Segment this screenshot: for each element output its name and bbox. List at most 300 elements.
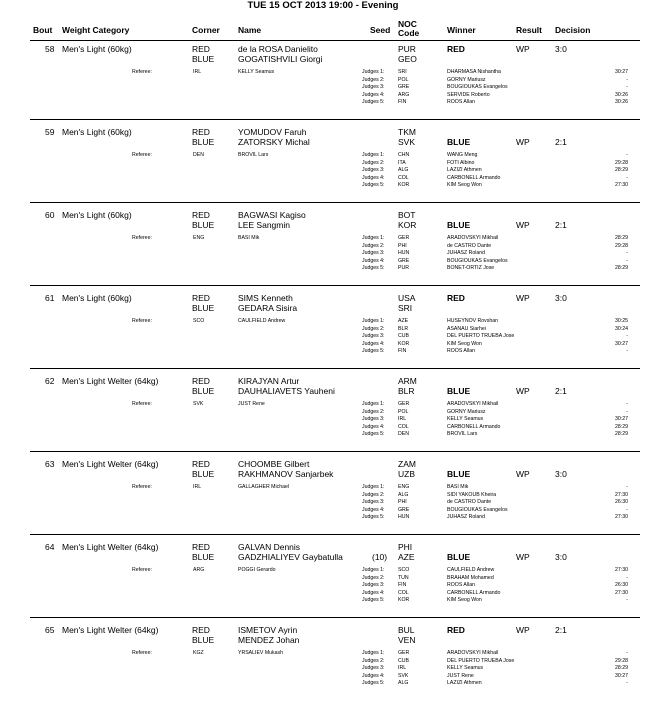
winner: RED bbox=[447, 293, 465, 303]
referee-label: Referee: bbox=[132, 484, 152, 490]
red-name: KIRAJYAN Artur bbox=[238, 376, 300, 386]
col-noc: NOC Code bbox=[398, 19, 420, 38]
judge-score: - bbox=[626, 76, 628, 83]
blue-name: ZATORSKY Michal bbox=[238, 137, 310, 147]
red-noc: ARM bbox=[398, 376, 417, 386]
judge-noc: COL bbox=[398, 174, 409, 181]
red-name: ISMETOV Ayrin bbox=[238, 625, 298, 635]
col-winner: Winner bbox=[447, 25, 476, 35]
red-name: CHOOMBE Gilbert bbox=[238, 459, 310, 469]
weight-category: Men's Light Welter (64kg) bbox=[62, 376, 159, 386]
judge-number: Judges 2: bbox=[362, 574, 385, 581]
judge-name: JUST Rene bbox=[447, 672, 474, 679]
judge-score: - bbox=[626, 174, 628, 181]
referee-noc: SVK bbox=[193, 401, 204, 407]
judge-name: SIDI YAKOUB Kheira bbox=[447, 491, 497, 498]
judge-number: Judges 3: bbox=[362, 665, 385, 671]
judge-name: KELLY Seamus bbox=[447, 416, 484, 422]
judge-score: - bbox=[626, 250, 628, 256]
blue-noc: BLR bbox=[398, 386, 415, 396]
judge-name: ARADOVSKYI Mikhail bbox=[447, 650, 499, 656]
judge-number: Judges 5: bbox=[362, 431, 385, 437]
referee-name: POGGI Gerardo bbox=[238, 567, 276, 573]
referee-label: Referee: bbox=[132, 152, 152, 158]
judge-number: Judges 4: bbox=[362, 423, 385, 430]
judge-noc: GRE bbox=[398, 84, 410, 90]
judge-name: BASI Mik bbox=[447, 484, 469, 490]
corner-red: RED bbox=[192, 542, 210, 552]
red-noc: TKM bbox=[398, 127, 416, 137]
judge-score: 26:30 bbox=[615, 582, 628, 588]
judge-name: BONET-ORTIZ Jose bbox=[447, 265, 495, 271]
judge-number: Judges 4: bbox=[362, 506, 385, 513]
red-noc: BOT bbox=[398, 210, 416, 220]
judge-score: 29:28 bbox=[615, 159, 628, 166]
referee-name: JUST Rene bbox=[238, 401, 265, 407]
judge-number: Judges 4: bbox=[362, 174, 385, 181]
blue-noc: UZB bbox=[398, 469, 415, 479]
referee-label: Referee: bbox=[132, 650, 152, 656]
judge-name: BROVIL Lars bbox=[447, 431, 478, 437]
bout-block bbox=[0, 127, 646, 210]
judge-noc: GER bbox=[398, 235, 410, 241]
judge-number: Judges 5: bbox=[362, 182, 385, 188]
weight-category: Men's Light Welter (64kg) bbox=[62, 542, 159, 552]
bout-separator bbox=[30, 368, 640, 369]
blue-name: MENDEZ Johan bbox=[238, 635, 300, 645]
corner-red: RED bbox=[192, 44, 210, 54]
col-decision: Decision bbox=[555, 25, 591, 35]
judge-name: DEL PUERTO TRUEBA Jose bbox=[447, 333, 515, 339]
judge-noc: ITA bbox=[398, 159, 406, 166]
decision: 3:0 bbox=[555, 293, 567, 303]
decision: 3:0 bbox=[555, 552, 567, 562]
bout-block bbox=[0, 293, 646, 376]
weight-category: Men's Light (60kg) bbox=[62, 293, 132, 303]
judge-noc: CUB bbox=[398, 657, 409, 664]
red-name: SIMS Kenneth bbox=[238, 293, 293, 303]
winner: RED bbox=[447, 44, 465, 54]
judge-score: 27:30 bbox=[615, 182, 628, 188]
judge-number: Judges 4: bbox=[362, 257, 385, 264]
col-seed: Seed bbox=[370, 25, 391, 35]
referee-noc: IRL bbox=[193, 69, 202, 75]
judge-number: Judges 5: bbox=[362, 514, 385, 520]
judge-number: Judges 5: bbox=[362, 99, 385, 105]
bout-number: 58 bbox=[45, 44, 55, 54]
col-bout: Bout bbox=[33, 25, 53, 35]
bout-separator bbox=[30, 285, 640, 286]
judge-noc: COL bbox=[398, 423, 409, 430]
winner: BLUE bbox=[447, 220, 471, 230]
red-name: YOMUDOV Faruh bbox=[238, 127, 307, 137]
referee-name: KELLY Seamus bbox=[238, 69, 275, 75]
judge-number: Judges 1: bbox=[362, 235, 385, 241]
referee-noc: IRL bbox=[193, 484, 202, 490]
judge-noc: IRL bbox=[398, 665, 407, 671]
judge-name: GORNY Mariusz bbox=[447, 76, 486, 83]
bout-separator bbox=[30, 617, 640, 618]
judge-noc: BLR bbox=[398, 325, 409, 332]
judge-score: 26:30 bbox=[615, 499, 628, 505]
bout-block bbox=[0, 459, 646, 542]
corner-red: RED bbox=[192, 459, 210, 469]
judge-noc: ARG bbox=[398, 91, 410, 98]
judge-name: ROOS Allan bbox=[447, 99, 475, 105]
referee-name: YRSALIEV Mukash bbox=[238, 650, 283, 656]
referee-name: GALLAGHER Michael bbox=[238, 484, 290, 490]
referee-label: Referee: bbox=[132, 567, 152, 573]
decision: 2:1 bbox=[555, 625, 567, 635]
judge-name: LAZIZI Athmen bbox=[447, 680, 482, 686]
judge-number: Judges 2: bbox=[362, 325, 385, 332]
bout-separator bbox=[30, 451, 640, 452]
judge-name: CARBONELL Armando bbox=[447, 174, 501, 181]
judge-noc: SCO bbox=[398, 567, 410, 573]
judge-score: - bbox=[626, 333, 628, 339]
winner: RED bbox=[447, 625, 465, 635]
blue-name: GEDARA Sisira bbox=[238, 303, 298, 313]
judge-name: BOUGIOUKAS Evangelos bbox=[447, 506, 508, 513]
judge-noc: POL bbox=[398, 76, 409, 83]
decision: 3:0 bbox=[555, 469, 567, 479]
blue-noc: GEO bbox=[398, 54, 417, 64]
result: WP bbox=[516, 625, 530, 635]
corner-blue: BLUE bbox=[192, 552, 215, 562]
judge-name: DEL PUERTO TRUEBA Jose bbox=[447, 657, 515, 664]
judge-name: ASANAU Siarhei bbox=[447, 325, 486, 332]
judge-noc: ALG bbox=[398, 680, 409, 686]
judge-noc: COL bbox=[398, 589, 409, 596]
judge-number: Judges 5: bbox=[362, 348, 385, 354]
blue-noc: SVK bbox=[398, 137, 416, 147]
judge-score: - bbox=[626, 574, 628, 581]
judge-noc: PHI bbox=[398, 242, 407, 249]
red-noc: ZAM bbox=[398, 459, 416, 469]
weight-category: Men's Light (60kg) bbox=[62, 44, 132, 54]
blue-name: GADZHIALIYEV Gaybatulla bbox=[238, 552, 343, 562]
judge-score: 27:30 bbox=[615, 589, 628, 596]
judge-score: 30:27 bbox=[615, 69, 628, 75]
judge-score: - bbox=[626, 257, 628, 264]
judge-number: Judges 1: bbox=[362, 318, 385, 324]
judge-score: 28:29 bbox=[615, 431, 628, 437]
judge-number: Judges 2: bbox=[362, 76, 385, 83]
judge-score: - bbox=[626, 84, 628, 90]
judge-name: KELLY Seamus bbox=[447, 665, 484, 671]
corner-blue: BLUE bbox=[192, 386, 215, 396]
judge-name: de CASTRO Dante bbox=[447, 499, 492, 505]
decision: 2:1 bbox=[555, 386, 567, 396]
blue-name: LEE Sangmin bbox=[238, 220, 290, 230]
judge-score: 30:26 bbox=[615, 91, 628, 98]
judge-number: Judges 3: bbox=[362, 167, 385, 173]
bout-separator bbox=[30, 119, 640, 120]
judge-noc: ENG bbox=[398, 484, 410, 490]
referee-label: Referee: bbox=[132, 318, 152, 324]
judge-name: DHARMASA Nishantha bbox=[447, 69, 501, 75]
corner-blue: BLUE bbox=[192, 220, 215, 230]
decision: 2:1 bbox=[555, 137, 567, 147]
judge-name: KIM Seog Won bbox=[447, 182, 482, 188]
judge-name: WANG Meng bbox=[447, 152, 478, 158]
judge-name: CARBONELL Armando bbox=[447, 423, 501, 430]
decision: 2:1 bbox=[555, 220, 567, 230]
header-rule bbox=[30, 40, 640, 41]
bout-block bbox=[0, 625, 646, 708]
corner-blue: BLUE bbox=[192, 635, 215, 645]
judge-number: Judges 3: bbox=[362, 582, 385, 588]
judge-noc: FIN bbox=[398, 582, 407, 588]
judge-name: KIM Seog Won bbox=[447, 340, 482, 347]
winner: BLUE bbox=[447, 469, 471, 479]
corner-red: RED bbox=[192, 625, 210, 635]
judge-name: ROOS Allan bbox=[447, 582, 475, 588]
judge-number: Judges 1: bbox=[362, 484, 385, 490]
judge-score: - bbox=[626, 597, 628, 603]
corner-blue: BLUE bbox=[192, 303, 215, 313]
decision: 3:0 bbox=[555, 44, 567, 54]
judge-name: FOTI Albino bbox=[447, 159, 475, 166]
col-name: Name bbox=[238, 25, 262, 35]
bout-number: 65 bbox=[45, 625, 55, 635]
referee-label: Referee: bbox=[132, 401, 152, 407]
bout-block bbox=[0, 210, 646, 293]
bout-number: 62 bbox=[45, 376, 55, 386]
result: WP bbox=[516, 552, 530, 562]
judge-name: ARADOVSKYI Mikhail bbox=[447, 401, 499, 407]
judge-score: 28:29 bbox=[615, 235, 628, 241]
judge-score: 30:25 bbox=[615, 318, 628, 324]
referee-noc: ARG bbox=[193, 567, 205, 573]
blue-name: GOGATISHVILI Giorgi bbox=[238, 54, 323, 64]
judge-name: CAULFIELD Andrew bbox=[447, 567, 495, 573]
judge-number: Judges 1: bbox=[362, 650, 385, 656]
referee-noc: DEN bbox=[193, 152, 204, 158]
bout-number: 61 bbox=[45, 293, 55, 303]
bout-block bbox=[0, 376, 646, 459]
referee-label: Referee: bbox=[132, 235, 152, 241]
judge-number: Judges 2: bbox=[362, 657, 385, 664]
red-name: BAGWASI Kagiso bbox=[238, 210, 306, 220]
judge-score: 28:29 bbox=[615, 167, 628, 173]
judge-number: Judges 4: bbox=[362, 672, 385, 679]
result: WP bbox=[516, 137, 530, 147]
judge-noc: GER bbox=[398, 650, 410, 656]
judge-number: Judges 3: bbox=[362, 416, 385, 422]
bout-number: 64 bbox=[45, 542, 55, 552]
judge-score: - bbox=[626, 408, 628, 415]
result: WP bbox=[516, 220, 530, 230]
judge-score: 30:26 bbox=[615, 99, 628, 105]
judge-name: JUHASZ Roland bbox=[447, 250, 486, 256]
bout-number: 63 bbox=[45, 459, 55, 469]
judge-number: Judges 3: bbox=[362, 499, 385, 505]
table-header bbox=[0, 20, 646, 42]
judge-score: 29:28 bbox=[615, 242, 628, 249]
judge-score: 28:29 bbox=[615, 665, 628, 671]
red-noc: PHI bbox=[398, 542, 413, 552]
judge-noc: AZE bbox=[398, 318, 409, 324]
judge-score: - bbox=[626, 348, 628, 354]
judge-name: BRAHAM Mohamed bbox=[447, 574, 494, 581]
seed: (10) bbox=[372, 552, 388, 562]
referee-name: BROVIL Lars bbox=[238, 152, 269, 158]
judge-name: BOUGIOUKAS Evangelos bbox=[447, 84, 508, 90]
corner-red: RED bbox=[192, 210, 210, 220]
judge-noc: FIN bbox=[398, 348, 407, 354]
judge-score: 30:27 bbox=[615, 672, 628, 679]
corner-blue: BLUE bbox=[192, 54, 215, 64]
judge-number: Judges 3: bbox=[362, 84, 385, 90]
judge-noc: PUR bbox=[398, 265, 409, 271]
judge-score: - bbox=[626, 401, 628, 407]
result: WP bbox=[516, 44, 530, 54]
judge-number: Judges 3: bbox=[362, 250, 385, 256]
corner-red: RED bbox=[192, 376, 210, 386]
bout-separator bbox=[30, 202, 640, 203]
red-noc: BUL bbox=[398, 625, 415, 635]
judge-noc: IRL bbox=[398, 416, 407, 422]
blue-noc: AZE bbox=[398, 552, 415, 562]
judge-number: Judges 1: bbox=[362, 69, 385, 75]
judge-noc: HUN bbox=[398, 514, 410, 520]
judge-number: Judges 3: bbox=[362, 333, 385, 339]
judge-noc: ALG bbox=[398, 491, 409, 498]
corner-red: RED bbox=[192, 127, 210, 137]
judge-name: GORNY Mariusz bbox=[447, 408, 486, 415]
col-weight: Weight Category bbox=[62, 25, 130, 35]
judge-score: - bbox=[626, 506, 628, 513]
judge-number: Judges 4: bbox=[362, 340, 385, 347]
judge-noc: CUB bbox=[398, 333, 409, 339]
judge-number: Judges 2: bbox=[362, 242, 385, 249]
judge-name: HUSEYNOV Rovshan bbox=[447, 318, 499, 324]
judge-noc: KOR bbox=[398, 182, 410, 188]
corner-red: RED bbox=[192, 293, 210, 303]
judge-number: Judges 1: bbox=[362, 152, 385, 158]
judge-noc: PHI bbox=[398, 499, 407, 505]
weight-category: Men's Light Welter (64kg) bbox=[62, 459, 159, 469]
blue-name: DAUHALIAVETS Yauheni bbox=[238, 386, 335, 396]
judge-noc: TUN bbox=[398, 574, 409, 581]
bout-block bbox=[0, 44, 646, 127]
judge-score: 29:28 bbox=[615, 657, 628, 664]
judge-score: - bbox=[626, 484, 628, 490]
referee-label: Referee: bbox=[132, 69, 152, 75]
judge-name: JUHASZ Roland bbox=[447, 514, 486, 520]
referee-noc: SCO bbox=[193, 318, 205, 324]
page-title: TUE 15 OCT 2013 19:00 - Evening bbox=[247, 0, 399, 11]
judge-number: Judges 2: bbox=[362, 408, 385, 415]
bout-number: 60 bbox=[45, 210, 55, 220]
judge-number: Judges 5: bbox=[362, 265, 385, 271]
blue-noc: KOR bbox=[398, 220, 417, 230]
judge-score: 27:30 bbox=[615, 567, 628, 573]
judge-number: Judges 2: bbox=[362, 491, 385, 498]
judge-score: 30:24 bbox=[615, 325, 628, 332]
judge-number: Judges 5: bbox=[362, 680, 385, 686]
referee-noc: ENG bbox=[193, 235, 205, 241]
judge-score: 27:30 bbox=[615, 514, 628, 520]
referee-name: CAULFIELD Andrew bbox=[238, 318, 286, 324]
winner: BLUE bbox=[447, 552, 471, 562]
red-name: GALVAN Dennis bbox=[238, 542, 301, 552]
red-noc: USA bbox=[398, 293, 416, 303]
judge-number: Judges 4: bbox=[362, 91, 385, 98]
judge-name: SERVIDE Roberto bbox=[447, 91, 490, 98]
referee-noc: KGZ bbox=[193, 650, 204, 656]
result: WP bbox=[516, 386, 530, 396]
judge-score: 27:30 bbox=[615, 491, 628, 498]
referee-name: BASI Mik bbox=[238, 235, 260, 241]
corner-blue: BLUE bbox=[192, 469, 215, 479]
result: WP bbox=[516, 293, 530, 303]
judge-noc: GRE bbox=[398, 257, 410, 264]
weight-category: Men's Light Welter (64kg) bbox=[62, 625, 159, 635]
judge-name: de CASTRO Dante bbox=[447, 242, 492, 249]
judge-number: Judges 4: bbox=[362, 589, 385, 596]
blue-name: RAKHMANOV Sanjarbek bbox=[238, 469, 334, 479]
col-result: Result bbox=[516, 25, 542, 35]
judge-name: KIM Seog Won bbox=[447, 597, 482, 603]
judge-name: ARADOVSKYI Mikhail bbox=[447, 235, 499, 241]
judge-number: Judges 5: bbox=[362, 597, 385, 603]
judge-name: CARBONELL Armando bbox=[447, 589, 501, 596]
judge-number: Judges 1: bbox=[362, 567, 385, 573]
corner-blue: BLUE bbox=[192, 137, 215, 147]
blue-noc: SRI bbox=[398, 303, 413, 313]
winner: BLUE bbox=[447, 137, 471, 147]
judge-name: LAZIZI Athmen bbox=[447, 167, 482, 173]
bout-number: 59 bbox=[45, 127, 55, 137]
judge-name: ROOS Allan bbox=[447, 348, 475, 354]
col-corner: Corner bbox=[192, 25, 220, 35]
judge-noc: GER bbox=[398, 401, 410, 407]
judge-score: 30:27 bbox=[615, 340, 628, 347]
result: WP bbox=[516, 469, 530, 479]
judge-noc: HUN bbox=[398, 250, 410, 256]
judge-number: Judges 2: bbox=[362, 159, 385, 166]
blue-noc: VEN bbox=[398, 635, 416, 645]
winner: BLUE bbox=[447, 386, 471, 396]
judge-noc: DEN bbox=[398, 431, 409, 437]
judge-noc: SVK bbox=[398, 672, 409, 679]
judge-score: 28:29 bbox=[615, 265, 628, 271]
weight-category: Men's Light (60kg) bbox=[62, 127, 132, 137]
judge-score: - bbox=[626, 680, 628, 686]
bout-separator bbox=[30, 534, 640, 535]
judge-name: BOUGIOUKAS Evangelos bbox=[447, 257, 508, 264]
judge-noc: KOR bbox=[398, 597, 410, 603]
judge-score: 28:29 bbox=[615, 423, 628, 430]
bout-block bbox=[0, 542, 646, 625]
judge-score: 30:27 bbox=[615, 416, 628, 422]
judge-number: Judges 1: bbox=[362, 401, 385, 407]
judge-noc: FIN bbox=[398, 99, 407, 105]
judge-noc: POL bbox=[398, 408, 409, 415]
judge-noc: KOR bbox=[398, 340, 410, 347]
judge-noc: ALG bbox=[398, 167, 409, 173]
judge-noc: SRI bbox=[398, 69, 407, 75]
judge-noc: GRE bbox=[398, 506, 410, 513]
judge-score: - bbox=[626, 650, 628, 656]
judge-noc: CHN bbox=[398, 152, 410, 158]
judge-score: - bbox=[626, 152, 628, 158]
red-noc: PUR bbox=[398, 44, 416, 54]
red-name: de la ROSA Danielito bbox=[238, 44, 318, 54]
weight-category: Men's Light (60kg) bbox=[62, 210, 132, 220]
